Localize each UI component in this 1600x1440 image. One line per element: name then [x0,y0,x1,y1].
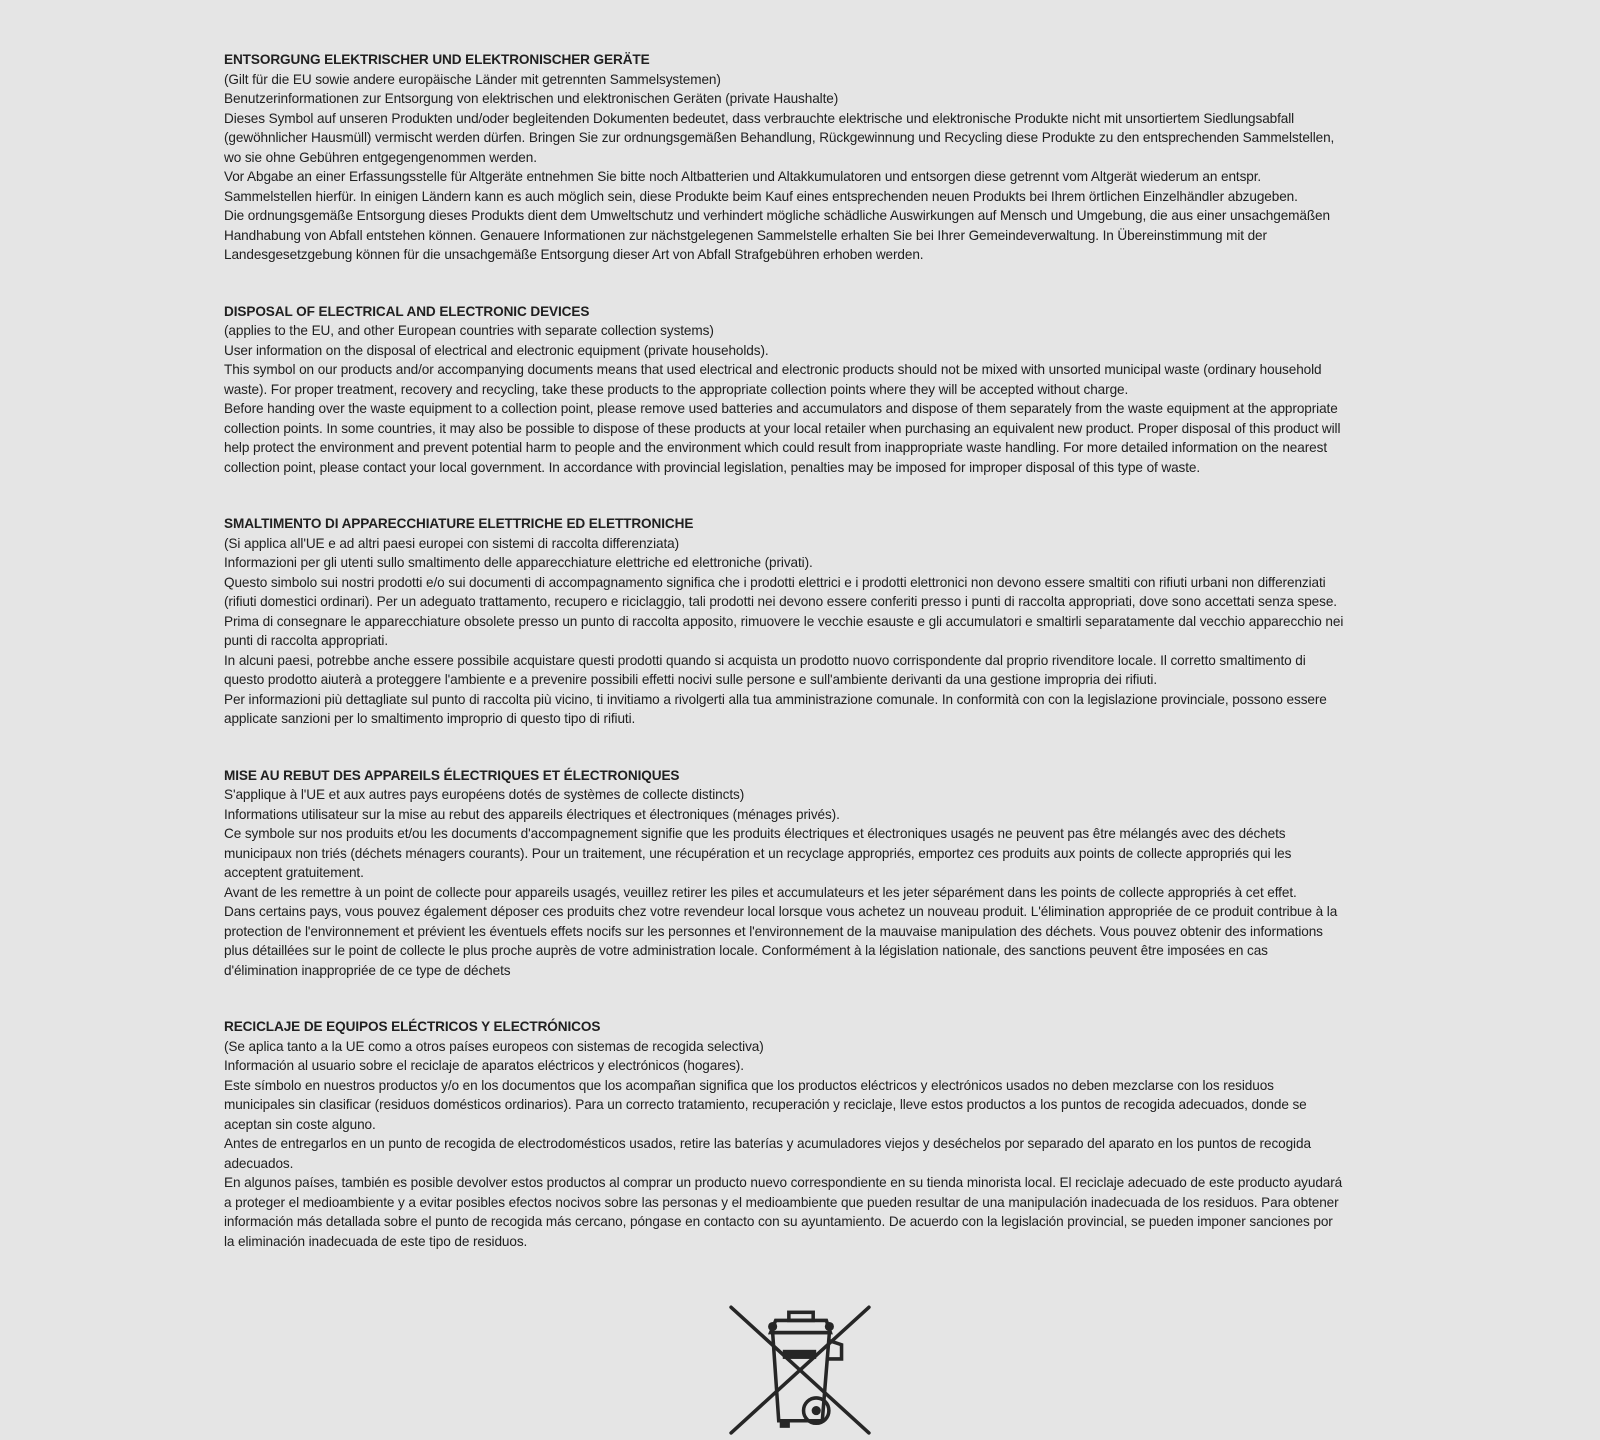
section-paragraph: User information on the disposal of electrical and electronic equipment (private households). [224,342,769,358]
section-paragraph: Informazioni per gli utenti sullo smaltimento delle apparecchiature elettriche ed elettroniche (privati). [224,555,813,570]
section-german [224,50,1345,265]
section-heading-italian: SMALTIMENTO DI APPARECCHIATURE ELETTRICHE ED ELETTRONICHE [224,516,694,531]
section-paragraph: Questo simbolo sui nostri prodotti e/o sui documenti di accompagnamento significa che i prodotti elettrici e i prodotti elettronici non devono essere smaltiti con rifiuti urbani non differenziati (rifiuti domestici ordinari). Per un adeguato trattamento, recupero e riciclaggio, tali prodotti nei devono essere conferiti presso i punti di raccolta appropriati, dove sono accettati senza spese. [224,574,1337,609]
section-paragraph: Prima di consegnare le apparecchiature obsolete presso un punto di raccolta apposito, rimuovere le vecchie esauste e gli accumulatori e smaltirli separatamente dal vecchio apparecchio nei punti di raccolta appropriati. [224,613,1344,648]
section-heading-french: MISE AU REBUT DES APPAREILS ÉLECTRIQUES ET ÉLECTRONIQUES [224,767,680,783]
section-paragraph: Benutzerinformationen zur Entsorgung von elektrischen und elektronischen Geräten (private Haushalte) [224,91,839,106]
crossed-out-wheeled-bin-icon [724,1288,876,1440]
section-paragraph: Die ordnungsgemäße Entsorgung dieses Produkts dient dem Umweltschutz und verhindert mögliche schädliche Auswirkungen auf Mensch und Umgebung, die aus einer unsachgemäßen Handhabung von Abfall entstehen können. Genauere Informationen zur nächstgelegenen Sammelstelle erhalten Sie bei Ihrer Gemeindeverwaltung. In Übereinstimmung mit der Landesgesetzgebung können für die unsachgemäße Entsorgung dieser Art von Abfall Strafgebühren erhoben werden. [224,208,1330,262]
section-italian [224,514,1345,729]
section-heading-english: DISPOSAL OF ELECTRICAL AND ELECTRONIC DEVICES [224,303,590,319]
section-paragraph: Avant de les remettre à un point de collecte pour appareils usagés, veuillez retirer les piles et accumulateurs et les jeter séparément dans les points de collecte appropriés à cet effet. [224,884,1297,900]
section-paragraph: En algunos países, también es posible devolver estos productos al comprar un producto nuevo correspondiente en su tienda minorista local. El reciclaje adecuado de este producto ayudará a proteger el medioambiente y a evitar posibles efectos nocivos sobre las personas y el medioambiente que pueden resultar de una manipulación inadecuada de los residuos. Para obtener información más detallada sobre el punto de recogida más cercano, póngase en contacto con su ayuntamiento. De acuerdo con la legislación provincial, se pueden imponer sanciones por la eliminación inadecuada de este tipo de residuos. [224,1175,1343,1249]
section-paragraph: This symbol on our products and/or accompanying documents means that used electrical and electronic products should not be mixed with unsorted municipal waste (ordinary household waste). For proper treatment, recovery and recycling, take these products to the appropriate collection points where they will be accepted without charge. [224,362,1322,397]
section-paragraph: S'applique à l'UE et aux autres pays européens dotés de systèmes de collecte distincts) [224,787,745,802]
section-paragraph: Información al usuario sobre el reciclaje de aparatos eléctricos y electrónicos (hogares). [224,1058,744,1073]
section-paragraph: (Se aplica tanto a la UE como a otros países europeos con sistemas de recogida selectiva) [224,1038,764,1054]
section-paragraph: (Si applica all'UE e ad altri paesi europei con sistemi di raccolta differenziata) [224,535,680,551]
section-paragraph: Before handing over the waste equipment to a collection point, please remove used batteries and accumulators and dispose of them separately from the waste equipment at the appropriate collection points. In some countries, it may also be possible to dispose of these products at your local retailer when purchasing an equivalent new product. Proper disposal of this product will help protect the environment and prevent potential harm to people and the environment which could result from inappropriate waste handling. For more detailed information on the nearest collection point, please contact your local government. In accordance with provincial legislation, penalties may be imposed for improper disposal of this type of waste. [224,401,1341,475]
section-paragraph: Vor Abgabe an einer Erfassungsstelle für Altgeräte entnehmen Sie bitte noch Altbatterien und Altakkumulatoren und entsorgen diese getrennt vom Altgerät wiederum an entspr. Sammelstellen hierfür. In einigen Ländern kann es auch möglich sein, diese Produkte beim Kauf eines entsprechenden neuen Produkts bei Ihrem örtlichen Einzelhändler abzugeben. [224,169,1298,204]
section-paragraph: (Gilt für die EU sowie andere europäische Länder mit getrennten Sammelsystemen) [224,71,721,87]
section-paragraph: Per informazioni più dettagliate sul punto di raccolta più vicino, ti invitiamo a rivolgerti alla tua amministrazione comunale. In conformità con con la legislazione provinciale, possono essere applicate sanzioni per lo smaltimento improprio di questo tipo di rifiuti. [224,691,1327,726]
section-paragraph: In alcuni paesi, potrebbe anche essere possibile acquistare questi prodotti quando si acquista un prodotto nuovo corrispondente dal proprio rivenditore locale. Il corretto smaltimento di questo prodotto aiuterà a proteggere l'ambiente e a prevenire possibili effetti nocivi sulle persone e sull'ambiente derivanti da una gestione impropria dei rifiuti. [224,652,1306,687]
section-paragraph: Antes de entregarlos en un punto de recogida de electrodomésticos usados, retire las baterías y acumuladores viejos y deséchelos por separado del aparato en los puntos de recogida adecuados. [224,1136,1311,1171]
section-heading-spanish: RECICLAJE DE EQUIPOS ELÉCTRICOS Y ELECTRÓNICOS [224,1019,601,1034]
weee-symbol-container [0,1288,1600,1440]
section-paragraph: Informations utilisateur sur la mise au rebut des appareils électriques et électroniques (ménages privés). [224,806,840,822]
section-french [224,766,1345,981]
section-heading-german: ENTSORGUNG ELEKTRISCHER UND ELEKTRONISCHER GERÄTE [224,52,650,67]
section-english [224,302,1345,478]
section-paragraph: Dans certains pays, vous pouvez également déposer ces produits chez votre revendeur local lorsque vous achetez un nouveau produit. L'élimination appropriée de ce produit contribue à la protection de l'environnement et prévient les éventuels effets nocifs sur les personnes et l'environnement de la mauvaise manipulation des déchets. Vous pouvez obtenir des informations plus détaillées sur le point de collecte le plus proche auprès de votre administration locale. Conformément à la législation nationale, des sanctions peuvent être imposées en cas d'élimination inappropriée de ce type de déchets [224,904,1338,978]
section-paragraph: (applies to the EU, and other European countries with separate collection systems) [224,323,714,338]
section-paragraph: Dieses Symbol auf unseren Produkten und/oder begleitenden Dokumenten bedeutet, dass verbrauchte elektrische und elektronische Produkte nicht mit unsortiertem Siedlungsabfall (gewöhnlicher Hausmüll) vermischt werden dürfen. Bringen Sie zur ordnungsgemäßen Behandlung, Rückgewinnung und Recycling diese Produkte zu den entsprechenden Sammelstellen, wo sie ohne Gebühren entgegengenommen werden. [224,110,1335,165]
section-paragraph: Este símbolo en nuestros productos y/o en los documentos que los acompañan significa que los productos eléctricos y electrónicos usados no deben mezclarse con los residuos municipales sin clasificar (residuos domésticos ordinarios). Para un correcto tratamiento, recuperación y reciclaje, lleve estos productos a los puntos de recogida adecuados, donde se aceptan sin coste alguno. [224,1077,1307,1132]
section-spanish [224,1017,1345,1251]
section-paragraph: Ce symbole sur nos produits et/ou les documents d'accompagnement signifie que les produits électriques et électroniques usagés ne peuvent pas être mélangés avec des déchets municipaux non triés (déchets ménagers courants). Pour un traitement, une récupération et un recyclage appropriés, emportez ces produits aux points de collecte appropriés qui les acceptent gratuitement. [224,826,1292,880]
